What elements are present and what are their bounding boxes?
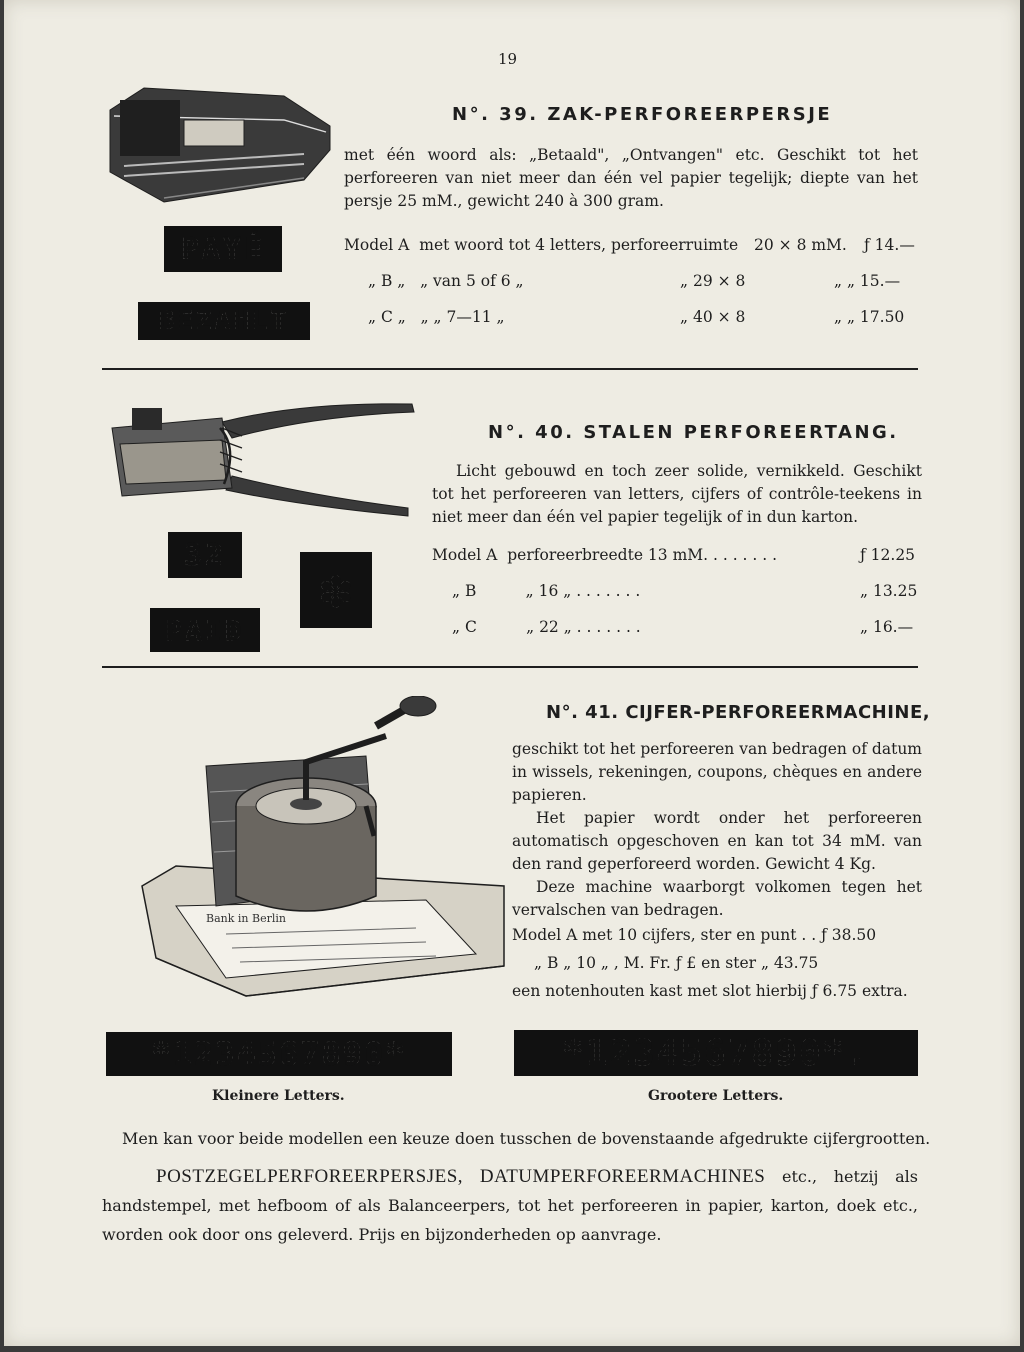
model-price: ƒ 12.25 xyxy=(860,546,916,564)
section-41-description xyxy=(512,738,922,922)
section-40-heading: N°. 40. STALEN PERFOREERTANG. xyxy=(488,422,899,443)
caption-small-letters: Kleinere Letters. xyxy=(212,1088,345,1104)
closing-note: Men kan voor beide modellen een keuze doen tusschen de bovenstaande afgedrukte cijfergrootten. xyxy=(122,1129,931,1148)
caption-large-letters: Grootere Letters. xyxy=(648,1088,784,1104)
model-row: Model A met 10 cijfers, ster en punt . . ƒ 38.50 xyxy=(512,926,877,944)
model-row: „ C „ 22 „ . . . . . . . xyxy=(452,618,641,636)
model-row: Model A perforeerbreedte 13 mM. . . . . . . . xyxy=(432,546,778,564)
catalog-page xyxy=(4,0,1020,1346)
machine-label-text: Bank in Berlin xyxy=(206,912,286,925)
model-row: Model A met woord tot 4 letters, perforeerruimte xyxy=(344,236,739,254)
closing-rest: etc., hetzij als handstempel, met hefboom of als Balanceerpers, tot het perforeeren in papier, karton, doek etc., worden ook door ons geleverd. Prijs en bijzonderheden op aanvrage. xyxy=(102,1167,918,1244)
digit-sample-large: *1234567890*. xyxy=(514,1030,918,1076)
sample-32: 32 xyxy=(168,532,242,578)
section-divider xyxy=(102,368,918,370)
section-39-heading: N°. 39. ZAK-PERFOREERPERSJE xyxy=(452,104,833,125)
description-paragraph: geschikt tot het perforeeren van bedragen of datum in wissels, rekeningen, coupons, chèques en andere papieren. xyxy=(512,740,922,804)
steel-perforating-pliers-illustration xyxy=(102,388,418,518)
pocket-perforator-illustration xyxy=(104,80,340,208)
model-size: „ 40 × 8 xyxy=(680,308,746,326)
section-41-heading: N°. 41. CIJFER-PERFOREERMACHINE, xyxy=(546,702,931,723)
model-price: „ 13.25 xyxy=(860,582,918,600)
model-row: „ B „ 16 „ . . . . . . . xyxy=(452,582,641,600)
description-paragraph: Deze machine waarborgt volkomen tegen het vervalschen van bedragen. xyxy=(512,878,922,919)
closing-paragraph xyxy=(102,1162,918,1249)
figure-perforating-machine-illustration xyxy=(136,696,510,1000)
sample-bezahlt: BEZAHLT xyxy=(138,302,310,340)
section-40-description: Licht gebouwd en toch zeer solide, vernikkeld. Geschikt tot het perforeeren van letters, cijfers of contrôle-teekens in niet meer dan één vel papier tegelijk of in dun karton. xyxy=(432,462,922,526)
page-number: 19 xyxy=(498,50,518,68)
section-divider xyxy=(102,666,918,668)
model-price: „ 16.— xyxy=(860,618,914,636)
model-row: een notenhouten kast met slot hierbij ƒ 6.75 extra. xyxy=(512,982,908,1000)
sample-paid: PAID xyxy=(150,608,260,652)
closing-caps: POSTZEGELPERFOREERPERSJES, DATUMPERFOREERMACHINES xyxy=(156,1166,766,1187)
model-price: „ „ 17.50 xyxy=(834,308,905,326)
model-size: 20 × 8 mM. xyxy=(754,236,847,254)
model-row: „ B „ „ van 5 of 6 „ xyxy=(368,272,524,290)
sample-star: ✽ xyxy=(300,552,372,628)
model-row: „ C „ „ „ 7—11 „ xyxy=(368,308,505,326)
description-paragraph: Het papier wordt onder het perforeeren automatisch opgeschoven en kan tot 34 mM. van den rand geperforeerd worden. Gewicht 4 Kg. xyxy=(512,809,922,873)
model-size: „ 29 × 8 xyxy=(680,272,746,290)
model-row: „ B „ 10 „ , M. Fr. ƒ £ en ster „ 43.75 xyxy=(534,954,819,972)
model-price: „ „ 15.— xyxy=(834,272,901,290)
model-price: ƒ 14.— xyxy=(864,236,915,254)
digit-sample-small: *1234567890* xyxy=(106,1032,452,1076)
sample-paye: PAYÉ xyxy=(164,226,282,272)
section-39-description: met één woord als: „Betaald", „Ontvangen" etc. Geschikt tot het perforeeren van niet meer dan één vel papier tegelijk; diepte van het persje 25 mM., gewicht 240 à 300 gram. xyxy=(344,146,918,210)
